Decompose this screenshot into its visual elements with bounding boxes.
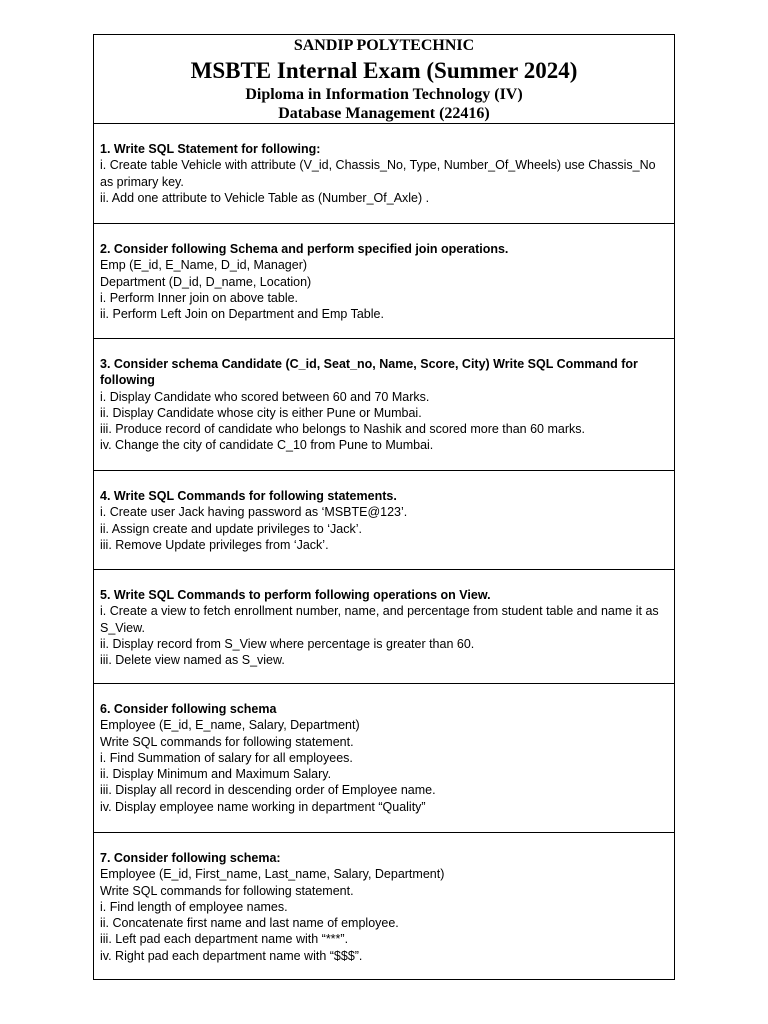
question-title: 6. Consider following schema	[100, 702, 277, 716]
question-title: 7. Consider following schema:	[100, 851, 281, 865]
question-line: ii. Concatenate first name and last name of employee.	[100, 916, 399, 931]
question-3	[94, 339, 674, 471]
question-title: 4. Write SQL Commands for following statements.	[100, 489, 397, 503]
question-line: i. Perform Inner join on above table.	[100, 290, 299, 305]
question-line: ii. Add one attribute to Vehicle Table as (Number_Of_Axle) .	[100, 190, 430, 205]
question-line: Employee (E_id, E_name, Salary, Department)	[100, 718, 360, 733]
institute-name: SANDIP POLYTECHNIC	[293, 37, 475, 54]
question-line: iv. Change the city of candidate C_10 from Pune to Mumbai.	[100, 438, 434, 453]
question-line: iii. Remove Update privileges from ‘Jack’.	[100, 537, 329, 552]
question-line: Employee (E_id, First_name, Last_name, Salary, Department)	[100, 867, 445, 882]
question-line: i. Display Candidate who scored between 60 and 70 Marks.	[100, 389, 430, 404]
question-title: 3. Consider schema Candidate (C_id, Seat_no, Name, Score, City) Write SQL Command for following	[100, 357, 638, 388]
question-line: ii. Assign create and update privileges to ‘Jack’.	[100, 521, 362, 536]
question-line: Emp (E_id, E_Name, D_id, Manager)	[100, 258, 308, 273]
question-1	[94, 124, 674, 224]
question-5	[94, 570, 674, 684]
question-line: ii. Display record from S_View where percentage is greater than 60.	[100, 636, 475, 651]
exam-title: MSBTE Internal Exam (Summer 2024)	[190, 58, 578, 83]
question-line: ii. Perform Left Join on Department and Emp Table.	[100, 307, 384, 322]
question-line: i. Create user Jack having password as ‘MSBTE@123’.	[100, 505, 408, 520]
questions-list	[94, 124, 674, 980]
question-line: Write SQL commands for following statement.	[100, 883, 354, 898]
question-line: iv. Right pad each department name with “$$$”.	[100, 948, 363, 963]
question-line: iii. Delete view named as S_view.	[100, 653, 285, 668]
question-line: Department (D_id, D_name, Location)	[100, 274, 312, 289]
question-7	[94, 833, 674, 980]
question-line: iii. Display all record in descending order of Employee name.	[100, 783, 436, 798]
question-line: ii. Display Candidate whose city is either Pune or Mumbai.	[100, 405, 422, 420]
question-6	[94, 684, 674, 833]
question-line: iii. Produce record of candidate who belongs to Nashik and scored more than 60 marks.	[100, 422, 585, 437]
question-line: Write SQL commands for following statement.	[100, 734, 354, 749]
question-line: i. Create table Vehicle with attribute (V_id, Chassis_No, Type, Number_Of_Wheels) use Chassis_No as primary key.	[100, 158, 656, 189]
diploma-name: Diploma in Information Technology (IV)	[245, 86, 523, 103]
question-line: i. Find length of employee names.	[100, 899, 288, 914]
subject-name: Database Management (22416)	[278, 105, 490, 122]
question-paper	[93, 34, 675, 980]
paper-header	[94, 35, 674, 124]
question-line: i. Find Summation of salary for all employees.	[100, 750, 353, 765]
question-line: iv. Display employee name working in department “Quality”	[100, 799, 426, 814]
question-title: 1. Write SQL Statement for following:	[100, 142, 321, 156]
question-line: ii. Display Minimum and Maximum Salary.	[100, 767, 332, 782]
question-2	[94, 224, 674, 339]
question-title: 5. Write SQL Commands to perform following operations on View.	[100, 588, 491, 602]
question-4	[94, 471, 674, 570]
question-line: i. Create a view to fetch enrollment number, name, and percentage from student table and name it as S_View.	[100, 604, 659, 635]
question-line: iii. Left pad each department name with “***”.	[100, 932, 349, 947]
question-title: 2. Consider following Schema and perform specified join operations.	[100, 242, 509, 256]
